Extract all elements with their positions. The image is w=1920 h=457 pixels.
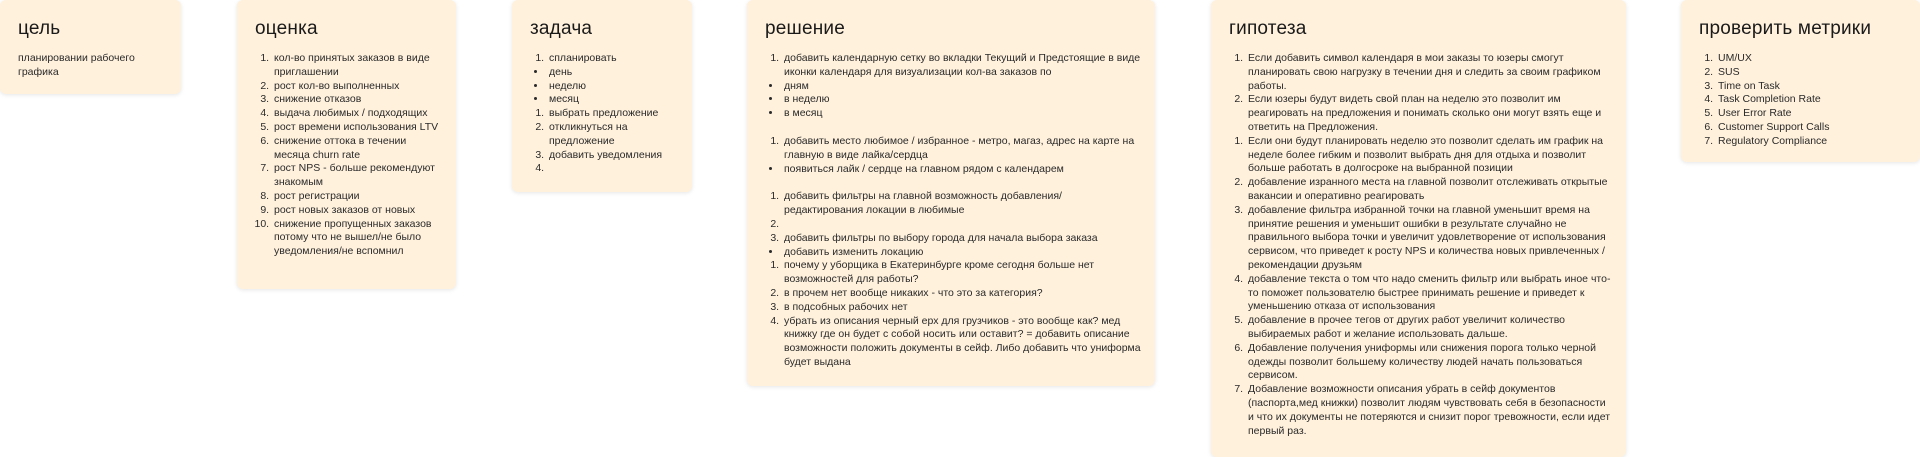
task-bullets [530, 66, 678, 107]
solution-list-3 [765, 190, 1141, 245]
list-item: 7. Добавление возможности описания убрать в сейф документов (паспорта,мед книжки) позволит людям чувствовать себя в безопасности и что их документы не потеряются и снизит порог тревожности, если идет первый раз. [1246, 383, 1612, 438]
solution-list-2 [765, 135, 1141, 163]
list-item: 5. добавление в прочее тегов от других работ увеличит количество выбираемых работ и желание использовать дальше. [1246, 314, 1612, 342]
task-list [530, 52, 678, 66]
list-item: 4. добавление текста о том что надо сменить фильтр или выбрать иное что-то поможет пользователю быстрее принимать решение и приведет к уменьшению отказа от использования [1246, 273, 1612, 314]
solution-card [747, 0, 1155, 386]
check-metrics-list [1699, 52, 1906, 149]
list-item: • в неделю [782, 93, 1141, 107]
list-item: 2. Если юзеры будут видеть свой план на неделю это позволит им реагировать на предложения и понимать сколько они могут взять еще и ответить на Предложения. [1246, 93, 1612, 134]
list-item: 6. Customer Support Calls [1716, 121, 1906, 135]
list-item: 3. в подсобных рабочих нет [782, 301, 1141, 315]
solution-list-4 [765, 259, 1141, 369]
list-item: • в месяц [782, 107, 1141, 121]
list-item: 1. добавить место любимое / избранное - метро, магаз, адрес на карте на главную в виде лайка/сердца [782, 135, 1141, 163]
goal-card [0, 0, 181, 94]
list-item: 3. добавить фильтры по выбору города для начала выбора заказа [782, 232, 1141, 246]
list-item: 4. Task Completion Rate [1716, 93, 1906, 107]
list-item: 2. в прочем нет вообще никаких - что это за категория? [782, 287, 1141, 301]
hypothesis-list-2 [1229, 135, 1612, 439]
task-list-2 [530, 107, 678, 176]
solution-bullets-2 [765, 163, 1141, 177]
list-item: 1. UM/UX [1716, 52, 1906, 66]
task-title: задача [530, 18, 593, 39]
solution-bullets-3 [765, 246, 1141, 260]
goal-title: цель [18, 18, 61, 39]
list-item: 9. рост новых заказов от новых [272, 204, 442, 218]
list-item: 1. кол-во принятых заказов в виде приглашении [272, 52, 442, 80]
list-item: 10. снижение пропущенных заказов потому что не вышел/не было уведомления/не вспомнил [272, 218, 442, 259]
list-item: • дням [782, 80, 1141, 94]
list-item [782, 218, 1141, 232]
list-item: 5. User Error Rate [1716, 107, 1906, 121]
list-item: 3. снижение отказов [272, 93, 442, 107]
list-item: • добавить изменить локацию [782, 246, 1141, 260]
check-metrics-title: проверить метрики [1699, 18, 1872, 39]
list-item: 2. добавление изранного места на главной позволит отслеживать открытые вакансии и оперативно реагировать [1246, 176, 1612, 204]
list-item: 1. почему у уборщика в Екатеринбурге кроме сегодня больше нет возможностей для работы? [782, 259, 1141, 287]
list-item: 5. рост времени использования LTV [272, 121, 442, 135]
list-item: 7. рост NPS - больше рекомендуют знакомым [272, 162, 442, 190]
list-item: 1. выбрать предложение [547, 107, 678, 121]
list-item: 3. добавление фильтра избранной точки на главной уменьшит время на принятие решения и уменьшит ошибки в результате случайно не правильного выбора точки и увеличит удовлетворение от использования сервисом, что приведет к росту NPS и количества новых привлеченных / рекомендации друзьям [1246, 204, 1612, 273]
list-item: 1. Если добавить символ календаря в мои заказы то юзеры смогут планировать свою нагрузку в течении дня и следить за своим графиком работы. [1246, 52, 1612, 93]
solution-title: решение [765, 18, 846, 39]
goal-text: планировании рабочего графика [18, 52, 135, 78]
list-item: 1. Если они будут планировать неделю это позволит сделать им график на неделе более гибким и позволит выбрать дня для отдыха и позволит больше работать в долгосроке на выбранной позиции [1246, 135, 1612, 176]
list-item: 2. откликнуться на предложение [547, 121, 678, 149]
metric-card [237, 0, 456, 289]
list-item: 8. рост регистрации [272, 190, 442, 204]
hypothesis-list-1 [1229, 52, 1612, 135]
hypothesis-title: гипотеза [1229, 18, 1307, 39]
hypothesis-card [1211, 0, 1626, 457]
solution-list-1 [765, 52, 1141, 80]
list-item: • день [547, 66, 678, 80]
task-card [512, 0, 692, 192]
list-item: 3. Time on Task [1716, 80, 1906, 94]
metric-title: оценка [255, 18, 318, 39]
check-metrics-card [1681, 0, 1920, 162]
list-item: 1. добавить фильтры на главной возможность добавления/ редактирования локации в любимые [782, 190, 1141, 218]
list-item: 1. спланировать [547, 52, 678, 66]
list-item [547, 162, 678, 176]
list-item: • неделю [547, 80, 678, 94]
solution-bullets-1 [765, 80, 1141, 121]
list-item: 1. добавить календарную сетку во вкладки Текущий и Предстоящие в виде иконки календаря для визуализации кол-ва заказов по [782, 52, 1141, 80]
list-item: 4. убрать из описания черный ерх для грузчиков - это вообще как? мед книжку где он будет с собой носить или оставит? = добавить описание возможности положить документы в сейф. Либо добавить что униформа будет выдана [782, 315, 1141, 370]
list-item: 2. SUS [1716, 66, 1906, 80]
list-item: 2. рост кол-во выполненных [272, 80, 442, 94]
list-item: 6. снижение оттока в течении месяца churn rate [272, 135, 442, 163]
list-item: 3. добавить уведомления [547, 149, 678, 163]
metric-list [255, 52, 442, 259]
list-item: 6. Добавление получения униформы или снижения порога только черной одежды позволит большему количеству людей начать пользоваться сервисом. [1246, 342, 1612, 383]
list-item: 4. выдача любимых / подходящих [272, 107, 442, 121]
list-item: • появиться лайк / сердце на главном рядом с календарем [782, 163, 1141, 177]
list-item: • месяц [547, 93, 678, 107]
list-item: 7. Regulatory Compliance [1716, 135, 1906, 149]
